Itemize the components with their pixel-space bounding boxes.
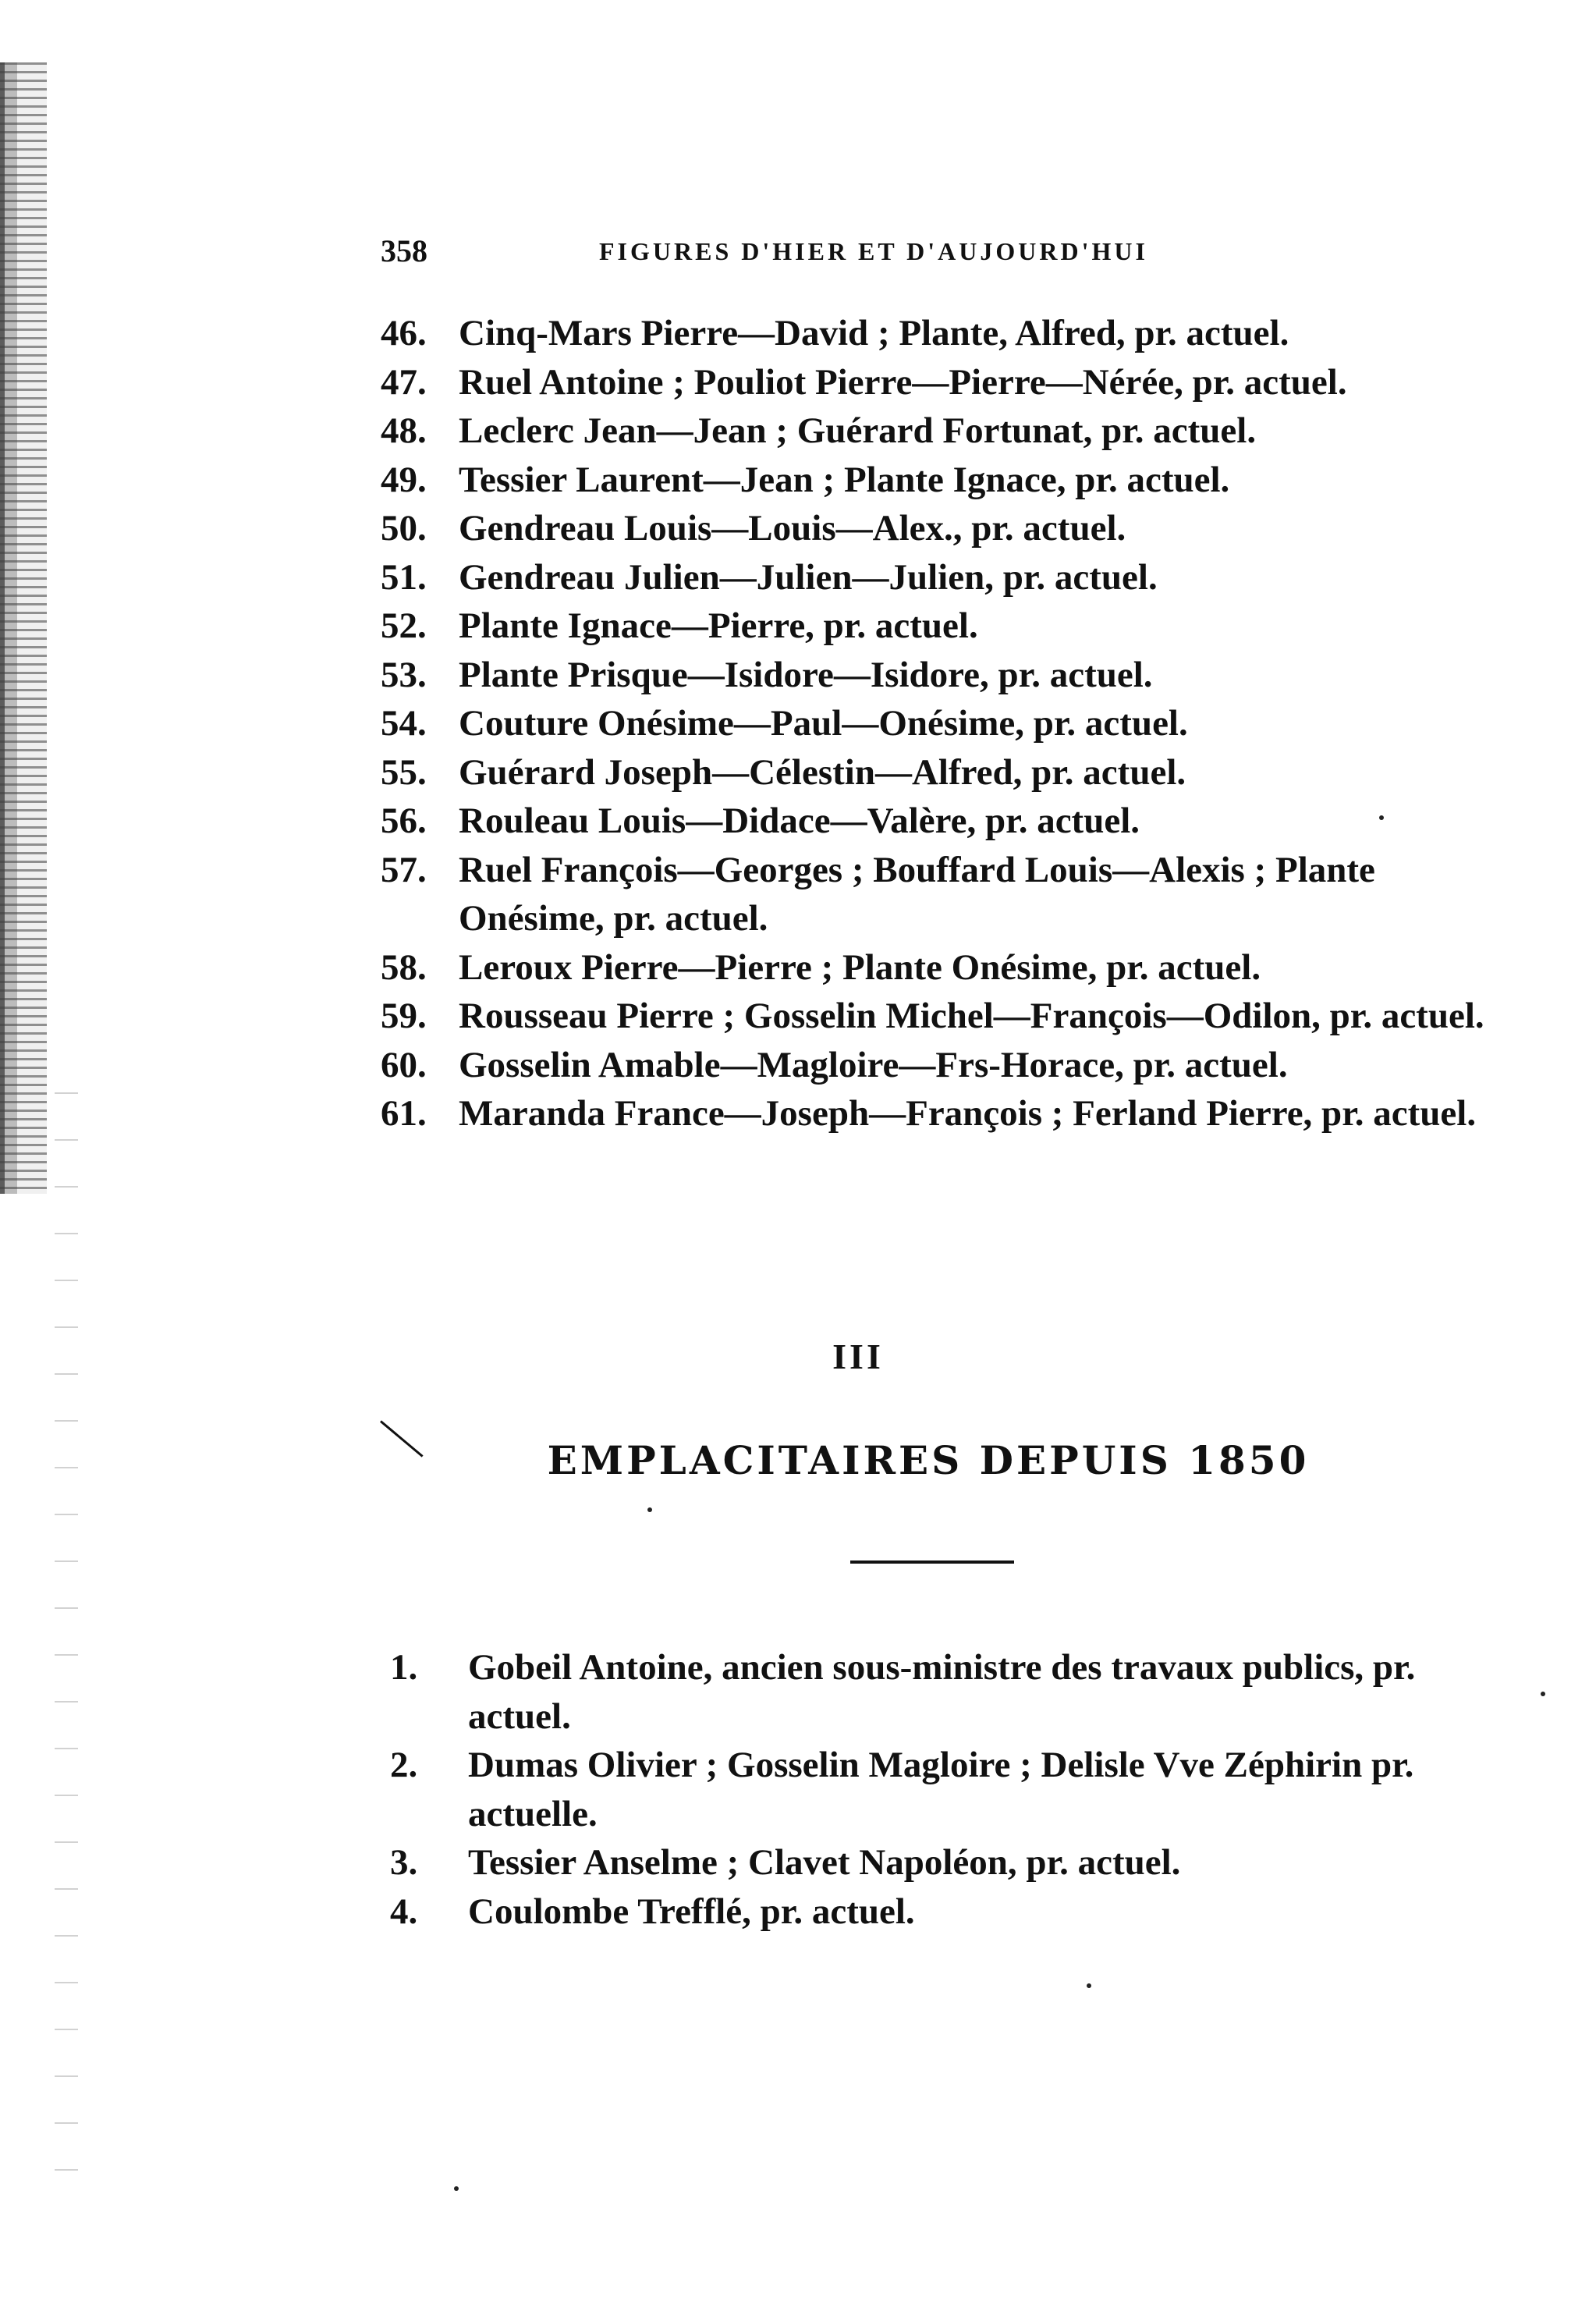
entry-text: Tessier Laurent—Jean ; Plante Ignace, pr. actuel. xyxy=(459,459,1230,500)
entry-number: 47. xyxy=(381,361,427,403)
list-item xyxy=(381,797,1488,846)
entry-text: Plante Ignace—Pierre, pr. actuel. xyxy=(459,605,978,646)
section-title: EMPLACITAIRES DEPUIS 1850 xyxy=(547,1437,1310,1483)
entry-number: 57. xyxy=(381,849,427,890)
stray-dot xyxy=(454,2186,459,2191)
list-item xyxy=(381,846,1488,943)
page-header xyxy=(381,233,1239,272)
entry-number: 4. xyxy=(390,1891,418,1932)
stray-dot xyxy=(647,1507,652,1512)
list-item xyxy=(381,1089,1488,1138)
entry-list-1 xyxy=(381,309,1488,1138)
entry-text: Tessier Anselme ; Clavet Napoléon, pr. actuel. xyxy=(468,1842,1181,1883)
entry-text: Ruel François—Georges ; Bouffard Louis—Alexis ; Plante Onésime, pr. actuel. xyxy=(459,849,1375,939)
entry-text: Maranda France—Joseph—François ; Ferland Pierre, pr. actuel. xyxy=(459,1093,1477,1134)
entry-number: 3. xyxy=(390,1842,418,1883)
entry-number: 53. xyxy=(381,654,427,695)
stray-dot xyxy=(1379,815,1384,820)
entry-text: Coulombe Trefflé, pr. actuel. xyxy=(468,1891,915,1932)
list-item xyxy=(390,1741,1498,1838)
entry-text: Dumas Olivier ; Gosselin Magloire ; Delisle Vve Zéphirin pr. actuelle. xyxy=(468,1745,1414,1834)
stray-dot xyxy=(1541,1692,1545,1696)
entry-number: 49. xyxy=(381,459,427,500)
entry-text: Gosselin Amable—Magloire—Frs-Horace, pr. actuel. xyxy=(459,1044,1288,1085)
list-item xyxy=(381,504,1488,553)
list-item xyxy=(381,992,1488,1041)
entry-text: Gobeil Antoine, ancien sous-ministre des travaux publics, pr. actuel. xyxy=(468,1647,1416,1737)
binding-shadow xyxy=(0,62,47,1194)
stray-pen-mark xyxy=(380,1420,424,1457)
entry-text: Rouleau Louis—Didace—Valère, pr. actuel. xyxy=(459,801,1140,841)
list-item xyxy=(381,1041,1488,1090)
entry-text: Rousseau Pierre ; Gosselin Michel—François—Odilon, pr. actuel. xyxy=(459,996,1484,1036)
entry-number: 52. xyxy=(381,605,427,646)
entry-number: 50. xyxy=(381,508,427,549)
list-item xyxy=(381,553,1488,602)
list-item xyxy=(381,651,1488,700)
entry-number: 1. xyxy=(390,1647,418,1688)
list-item xyxy=(381,748,1488,797)
stray-dot xyxy=(1087,1983,1091,1988)
entry-number: 55. xyxy=(381,751,427,793)
list-item xyxy=(381,358,1488,407)
entry-number: 2. xyxy=(390,1745,418,1785)
list-item xyxy=(381,309,1488,358)
entry-text: Cinq-Mars Pierre—David ; Plante, Alfred, pr. actuel. xyxy=(459,313,1289,353)
list-item xyxy=(381,602,1488,651)
list-item xyxy=(381,456,1488,505)
entry-number: 46. xyxy=(381,313,427,353)
entry-list-2 xyxy=(390,1643,1498,1936)
list-item xyxy=(390,1887,1498,1937)
running-title: FIGURES D'HIER ET D'AUJOURD'HUI xyxy=(599,237,1148,265)
entry-text: Gendreau Julien—Julien—Julien, pr. actuel. xyxy=(459,556,1158,598)
entry-number: 54. xyxy=(381,703,427,744)
entry-text: Guérard Joseph—Célestin—Alfred, pr. actuel. xyxy=(459,751,1186,793)
entry-number: 58. xyxy=(381,946,427,988)
list-item xyxy=(381,943,1488,992)
section-number: III xyxy=(832,1337,884,1376)
entry-text: Ruel Antoine ; Pouliot Pierre—Pierre—Nérée, pr. actuel. xyxy=(459,361,1347,403)
entry-number: 56. xyxy=(381,801,427,841)
list-item xyxy=(390,1643,1498,1741)
entry-text: Plante Prisque—Isidore—Isidore, pr. actuel. xyxy=(459,654,1153,695)
entry-number: 48. xyxy=(381,410,427,451)
entry-number: 59. xyxy=(381,996,427,1036)
list-item xyxy=(381,699,1488,748)
section-rule xyxy=(850,1560,1014,1564)
entry-text: Leclerc Jean—Jean ; Guérard Fortunat, pr. actuel. xyxy=(459,410,1257,451)
page-number: 358 xyxy=(381,233,427,268)
entry-number: 61. xyxy=(381,1093,427,1134)
entry-text: Leroux Pierre—Pierre ; Plante Onésime, pr. actuel. xyxy=(459,946,1261,988)
binding-specks xyxy=(55,1092,78,2185)
entry-text: Gendreau Louis—Louis—Alex., pr. actuel. xyxy=(459,508,1126,549)
entry-number: 60. xyxy=(381,1044,427,1085)
list-item xyxy=(381,407,1488,456)
entry-number: 51. xyxy=(381,556,427,598)
list-item xyxy=(390,1838,1498,1887)
entry-text: Couture Onésime—Paul—Onésime, pr. actuel. xyxy=(459,703,1188,744)
